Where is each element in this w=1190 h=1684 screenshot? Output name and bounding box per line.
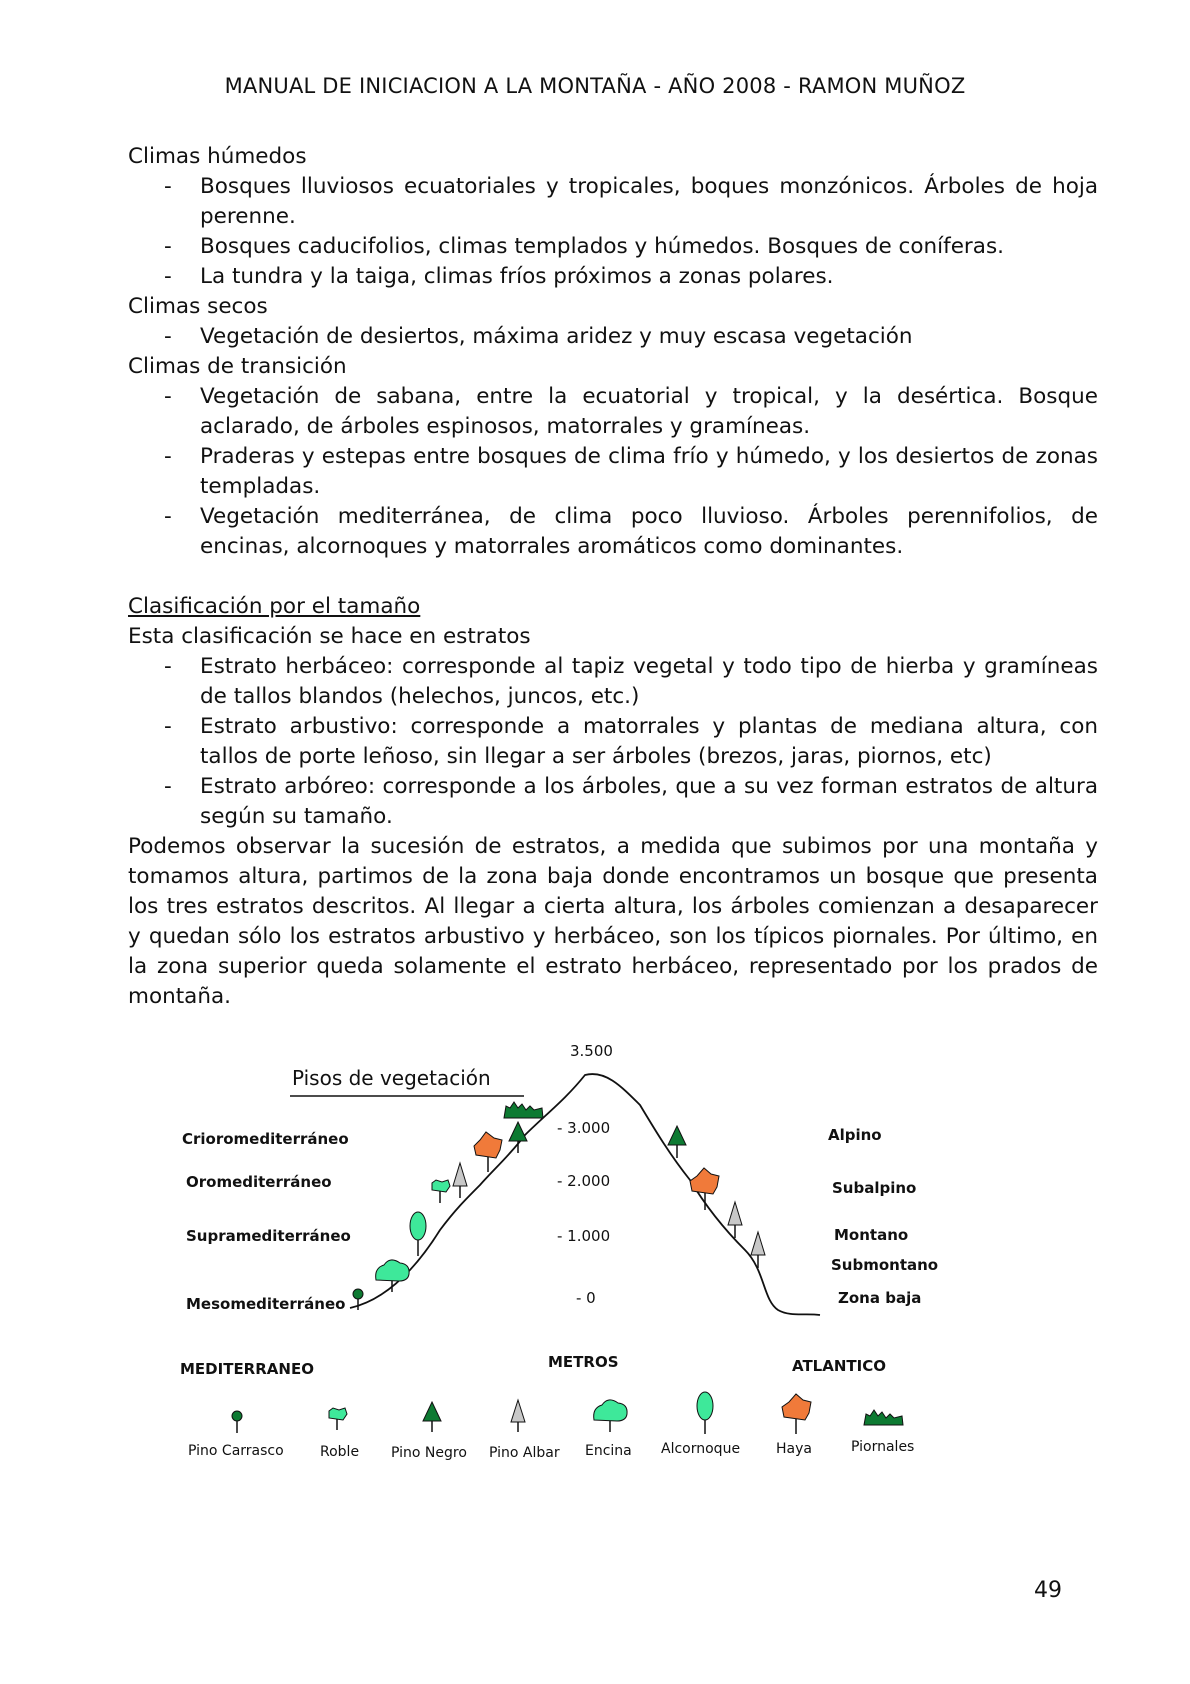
page-header: MANUAL DE INICIACION A LA MONTAÑA - AÑO 2008 - RAMON MUÑOZ [224,74,966,98]
zone-label-montano: Montano [834,1226,909,1244]
legend-pino-albar-icon [511,1400,525,1432]
legend-haya-icon [782,1394,811,1434]
list-item: - Bosques caducifolios, climas templados y húmedos. Bosques de coníferas. [200,232,1098,262]
list-item: - Vegetación de desiertos, máxima aridez y muy escasa vegetación [200,322,1098,352]
list-item: - Praderas y estepas entre bosques de clima frío y húmedo, y los desiertos de zonas templadas. [200,442,1098,502]
succession-paragraph: Podemos observar la sucesión de estratos, a medida que subimos por una montaña y tomamos altura, partimos de la zona baja donde encontramos un bosque que presenta los tres estratos descritos. Al llegar a cierta altura, los árboles comienzan a desaparecer y quedan sólo los estratos arbustivo y herbáceo, son los típicos piornales. Por último, en la zona superior queda solamente el estrato herbáceo, representado por los prados de montaña. [128,834,1098,1009]
zone-label-subalpino: Subalpino [832,1179,917,1197]
legend-label-piornales: Piornales [851,1439,915,1455]
region-label-mediterraneo: MEDITERRANEO [180,1360,314,1378]
zone-label-alpino: Alpino [828,1126,882,1144]
haya-icon [690,1168,719,1210]
legend-encina-icon [594,1400,627,1432]
dry-climates-list [128,322,1098,352]
legend-alcornoque-icon [697,1392,713,1434]
zone-label-zona-baja: Zona baja [838,1289,922,1307]
legend-pino-negro-icon [423,1402,441,1432]
zone-label-oromediterraneo: Oromediterráneo [186,1173,332,1191]
piornales-icon [504,1102,543,1118]
alcornoque-icon [410,1212,426,1256]
size-classification-heading: Clasificación por el tamaño [128,594,421,619]
legend-roble-icon [329,1408,347,1430]
pino-albar-icon [728,1202,742,1238]
list-item: - Estrato arbustivo: corresponde a matorrales y plantas de mediana altura, con tallos de porte leñoso, sin llegar a ser árboles (brezos, jaras, piornos, etc) [200,712,1098,772]
altitude-label-0: - 0 [576,1289,596,1307]
altitude-label-3000: - 3.000 [557,1119,611,1137]
zone-label-crioromediterraneo: Crioromediterráneo [182,1130,349,1148]
legend-label-alcornoque: Alcornoque [661,1441,741,1457]
strata-list [128,652,1098,832]
encina-icon [376,1260,409,1292]
legend-label-haya: Haya [776,1441,812,1457]
roble-icon [432,1180,450,1203]
transition-climates-list [128,382,1098,562]
vegetation-levels-figure [180,1042,1040,1540]
pino-albar-icon [751,1232,765,1268]
list-item: - Vegetación mediterránea, de clima poco lluvioso. Árboles perennifolios, de encinas, alcornoques y matorrales aromáticos como dominantes. [200,502,1098,562]
spacer [128,562,1098,592]
dry-climates-heading: Climas secos [128,294,268,319]
list-item: - Estrato arbóreo: corresponde a los árboles, que a su vez forman estratos de altura según su tamaño. [200,772,1098,832]
figure-title: Pisos de vegetación [292,1066,491,1090]
transition-climates-heading: Climas de transición [128,354,347,379]
region-label-atlantico: ATLANTICO [792,1357,886,1375]
list-item: - Bosques lluviosos ecuatoriales y tropicales, boques monzónicos. Árboles de hoja perenne. [200,172,1098,232]
legend-label-pino-albar: Pino Albar [489,1445,560,1461]
humid-climates-heading: Climas húmedos [128,144,307,169]
pino-albar-icon [453,1163,467,1198]
altitude-label-3500: 3.500 [570,1042,613,1060]
legend-label-pino-carrasco: Pino Carrasco [188,1443,284,1459]
list-item: - Estrato herbáceo: corresponde al tapiz vegetal y todo tipo de hierba y gramíneas de tallos blandos (helechos, juncos, etc.) [200,652,1098,712]
list-item: - Vegetación de sabana, entre la ecuatorial y tropical, y la desértica. Bosque aclarado, de árboles espinosos, matorrales y gramíneas. [200,382,1098,442]
page-number: 49 [1034,1578,1062,1603]
list-item: - La tundra y la taiga, climas fríos próximos a zonas polares. [200,262,1098,292]
axis-label-metros: METROS [548,1353,619,1371]
altitude-label-1000: - 1.000 [557,1227,611,1245]
humid-climates-list [128,172,1098,292]
legend-label-pino-negro: Pino Negro [391,1445,467,1461]
size-classification-intro: Esta clasificación se hace en estratos [128,624,531,649]
altitude-label-2000: - 2.000 [557,1172,611,1190]
vegetation-levels-diagram [180,1042,1040,1540]
legend-label-encina: Encina [585,1443,632,1459]
mountain-profile [350,1074,820,1315]
zone-label-submontano: Submontano [831,1256,939,1274]
legend-piornales-icon [864,1410,903,1425]
zone-label-supramediterraneo: Supramediterráneo [186,1227,351,1245]
legend-pino-carrasco-icon [232,1411,242,1433]
document-body [128,142,1098,1012]
pino-negro-icon [509,1122,527,1153]
zone-label-mesomediterraneo: Mesomediterráneo [186,1295,346,1313]
legend-label-roble: Roble [320,1444,360,1460]
